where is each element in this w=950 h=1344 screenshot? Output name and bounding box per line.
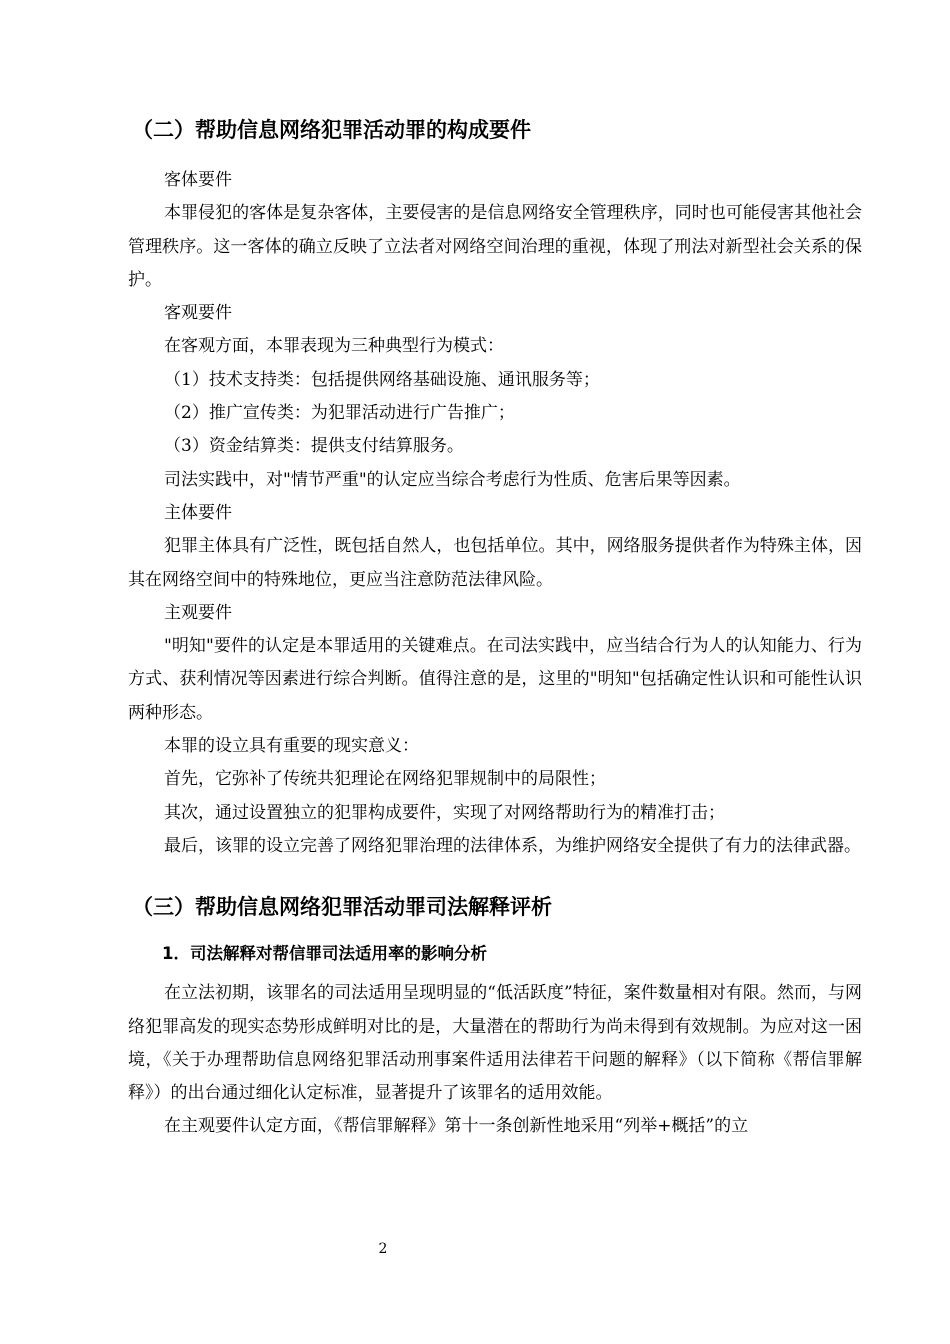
paragraph-significance-second: 其次，通过设置独立的犯罪构成要件，实现了对网络帮助行为的精准打击；	[164, 802, 725, 823]
subsection-heading-1: 1．司法解释对帮信罪司法适用率的影响分析	[162, 944, 487, 964]
paragraph-subjective-element-body: "明知"要件的认定是本罪适用的关键难点。在司法实践中，应当结合行为人的认知能力、行为方式、获利情况等因素进行综合判断。值得注意的是，这里的"明知"包括确定性认识和可能性认识两种形态。	[128, 636, 862, 723]
paragraph-object-element-title: 客体要件	[164, 170, 232, 190]
paragraph-objective-element-title: 客观要件	[164, 303, 232, 324]
list-item-promotion: （2）推广宣传类：为犯罪活动进行广告推广；	[164, 403, 515, 424]
list-item-technical-support: （1）技术支持类：包括提供网络基础设施、通讯服务等；	[164, 369, 600, 390]
paragraph-subjective-element-title: 主观要件	[164, 602, 232, 623]
paragraph-early-application: 在立法初期，该罪名的司法适用呈现明显的“低活跃度”特征，案件数量相对有限。然而，与网络犯罪高发的现实态势形成鲜明对比的是，大量潜在的帮助行为尚未得到有效规制。为应对这一困境，《关于办理帮助信息网络犯罪活动刑事案件适用法律若干问题的解释》（以下简称《帮信罪解释》）的出台通过细化认定标准，显著提升了该罪名的适用效能。	[128, 983, 862, 1104]
paragraph-significance-intro: 本罪的设立具有重要的现实意义：	[164, 736, 419, 757]
paragraph-significance-first: 首先，它弥补了传统共犯理论在网络犯罪规制中的局限性；	[164, 769, 606, 790]
paragraph-significance-last: 最后，该罪的设立完善了网络犯罪治理的法律体系，为维护网络安全提供了有力的法律武器。	[164, 835, 861, 856]
page-number: 2	[378, 1241, 388, 1257]
paragraph-subject-element-title: 主体要件	[164, 502, 232, 523]
paragraph-subjective-determination: 在主观要件认定方面，《帮信罪解释》第十一条创新性地采用“列举+概括”的立	[164, 1116, 749, 1137]
paragraph-object-element-body: 本罪侵犯的客体是复杂客体，主要侵害的是信息网络安全管理秩序，同时也可能侵害其他社会管理秩序。这一客体的确立反映了立法者对网络空间治理的重视，体现了刑法对新型社会关系的保护。	[128, 203, 862, 290]
list-item-payment-settlement: （3）资金结算类：提供支付结算服务。	[164, 436, 464, 457]
paragraph-objective-intro: 在客观方面，本罪表现为三种典型行为模式：	[164, 336, 504, 357]
paragraph-serious-circumstances: 司法实践中，对"情节严重"的认定应当综合考虑行为性质、危害后果等因素。	[164, 469, 741, 490]
paragraph-subject-element-body: 犯罪主体具有广泛性，既包括自然人，也包括单位。其中，网络服务提供者作为特殊主体，因其在网络空间中的特殊地位，更应当注意防范法律风险。	[128, 536, 862, 590]
section-heading-3: （三）帮助信息网络犯罪活动罪司法解释评析	[132, 895, 552, 920]
page-content	[128, 112, 862, 1144]
section-heading-2: （二）帮助信息网络犯罪活动罪的构成要件	[132, 118, 531, 142]
